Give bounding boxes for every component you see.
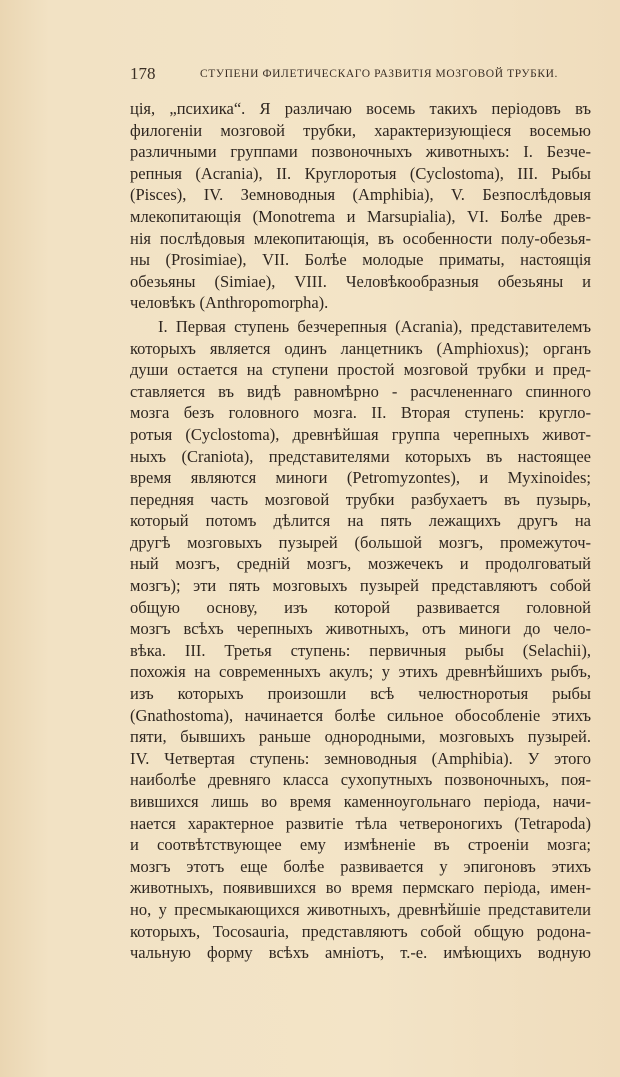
text-line: ставляется въ видѣ равномѣрно - расчлененнаго спинного: [130, 381, 591, 401]
text-line: которыхъ, Tocosauria, представляютъ собой общую родона-: [130, 921, 591, 941]
text-line: изъ которыхъ произошли всѣ челюстноротыя рыбы: [130, 684, 591, 704]
text-line: но, у пресмыкающихся животныхъ, древнѣйшіе представители: [130, 899, 591, 919]
text-line: другѣ мозговыхъ пузырей (большой мозгъ, промежуточ-: [130, 532, 591, 552]
text-line: ныхъ (Craniota), представителями которыхъ въ настоящее: [130, 446, 591, 466]
text-line: чальную форму всѣхъ амніотъ, т.-е. имѣющихъ водную: [130, 943, 591, 963]
text-line: мозга безъ головного мозга. II. Вторая ступень: кругло-: [130, 403, 591, 423]
text-line: нія послѣдовыя млекопитающія, въ особенности полу-обезья-: [130, 228, 591, 248]
page-number: 178: [130, 64, 156, 83]
text-line: филогеніи мозговой трубки, характеризующіеся восемью: [130, 120, 591, 140]
text-line: ный мозгъ, средній мозгъ, мозжечекъ и продолговатый: [130, 554, 591, 574]
text-line: (Pisces), IV. Земноводныя (Amphibia), V. Безпослѣдовыя: [130, 185, 591, 205]
text-line: ны (Prosimiae), VII. Болѣе молодые приматы, настоящія: [130, 250, 591, 270]
text-line: ротыя (Cyclostoma), древнѣйшая группа черепныхъ живот-: [130, 424, 591, 444]
text-line: IV. Четвертая ступень: земноводныя (Amphibia). У этого: [130, 748, 591, 768]
text-line: вившихся лишь во время каменноугольнаго періода, начи-: [130, 792, 591, 811]
text-line: человѣкъ (Anthropomorpha).: [130, 293, 329, 313]
text-line: время являются миноги (Petromyzontes), и Myxinoides;: [130, 468, 591, 488]
page-header: [130, 64, 590, 86]
text-line: (Gnathostoma), начинается болѣе сильное обособленіе этихъ: [130, 705, 591, 725]
text-line: репныя (Acrania), II. Круглоротыя (Cyclostoma), III. Рыбы: [130, 163, 591, 183]
text-line: похожія на современныхъ акулъ; у этихъ древнѣйшихъ рыбъ,: [130, 662, 591, 682]
text-line: которыхъ является одинъ ланцетникъ (Amphioxus); органъ: [130, 338, 591, 358]
text-line: мозгъ всѣхъ черепныхъ животныхъ, отъ миноги до чело-: [130, 619, 591, 639]
text-line: мозгъ этотъ еще болѣе развивается у эпигоновъ этихъ: [130, 856, 591, 876]
text-line: млекопитающія (Monotrema и Marsupialia), VI. Болѣе древ-: [130, 206, 591, 226]
paragraph-2: [130, 316, 591, 964]
text-line: пяти, бывшихъ раньше однородными, мозговыхъ пузырей.: [130, 727, 591, 747]
text-line: общую основу, изъ которой развивается головной: [130, 597, 591, 617]
paragraph-1: [130, 98, 591, 314]
body-text: [130, 98, 591, 964]
text-line: и соотвѣтствующее ему измѣненіе въ строеніи мозга;: [130, 835, 591, 855]
text-line: мозгъ); эти пять мозговыхъ пузырей представляютъ собой: [130, 576, 591, 596]
text-line: передняя часть мозговой трубки разбухаетъ въ пузырь,: [130, 489, 591, 509]
text-line: животныхъ, появившихся во время пермскаго періода, имен-: [130, 878, 591, 898]
text-line: различными группами позвоночныхъ животныхъ: I. Безче-: [130, 142, 591, 162]
text-line: который потомъ дѣлится на пять лежащихъ другъ на: [130, 511, 591, 531]
text-line: обезьяны (Simiae), VIII. Человѣкообразныя обезьяны и: [130, 271, 591, 291]
text-line: ція, „психика“. Я различаю восемь такихъ періодовъ въ: [130, 99, 591, 118]
text-line: I. Первая ступень безчерепныя (Acrania), представителемъ: [158, 316, 591, 336]
text-line: вѣка. III. Третья ступень: первичныя рыбы (Selachii),: [130, 640, 591, 660]
running-head: СТУПЕНИ ФИЛЕТИЧЕСКАГО РАЗВИТІЯ МОЗГОВОЙ ТРУБКИ.: [200, 68, 559, 80]
text-line: души остается на ступени простой мозговой трубки и пред-: [130, 360, 591, 380]
text-line: нается характерное развитіе тѣла четвероногихъ (Tetrapoda): [130, 813, 591, 833]
text-line: наиболѣе древняго класса сухопутныхъ позвоночныхъ, поя-: [130, 770, 591, 790]
